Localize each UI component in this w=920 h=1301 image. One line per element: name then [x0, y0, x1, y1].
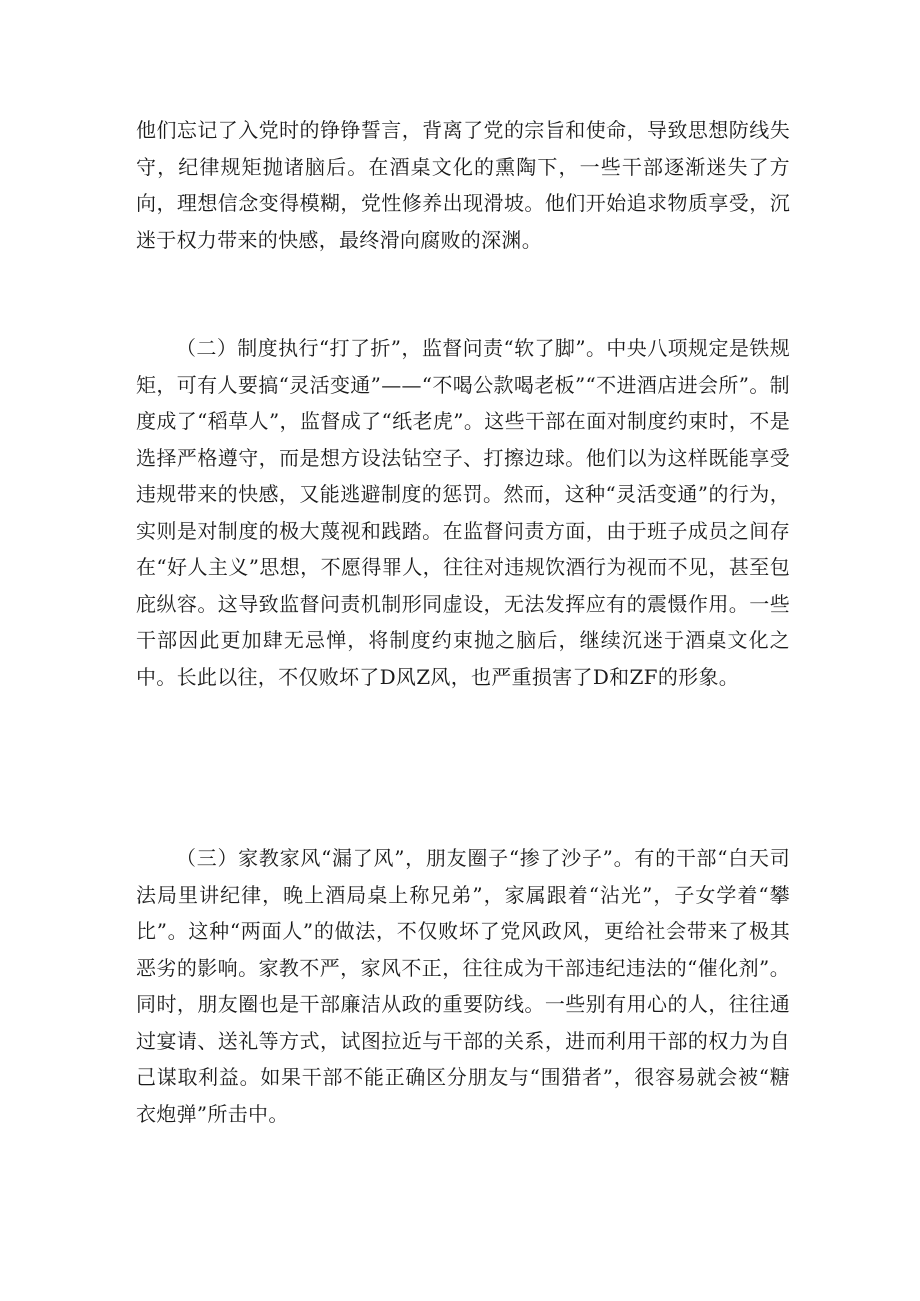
paragraph-2-text: （二）制度执行“打了折”，监督问责“软了脚”。中央八项规定是铁规矩，可有人要搞“灵活变通”——“不喝公款喝老板”“不进酒店进会所”。制度成了“稻草人”，监督成了“纸老虎”。这些干部在面对制度约束时，不是选择严格遵守，而是想方设法钻空子、打擦边球。他们以为这样既能享受违规带来的快感，又能逃避制度的惩罚。然而，这种“灵活变通”的行为，实则是对制度的极大蔑视和践踏。在监督问责方面，由于班子成员之间存在“好人主义”思想，不愿得罪人，往往对违规饮酒行为视而不见，甚至包庇纵容。这导致监督问责机制形同虚设，无法发挥应有的震慑作用。一些干部因此更加肆无忌惮，将制度约束抛之脑后，继续沉迷于酒桌文化之中。长此以往，不仅败坏了D风Z风，也严重损害了D和ZF的形象。	[136, 336, 790, 689]
paragraph-continuation	[136, 112, 790, 258]
paragraph-section-three	[136, 840, 790, 1132]
paragraph-section-two	[136, 330, 790, 695]
paragraph-3-text: （三）家教家风“漏了风”，朋友圈子“掺了沙子”。有的干部“白天司法局里讲纪律，晚上酒局桌上称兄弟”，家属跟着“沾光”，子女学着“攀比”。这种“两面人”的做法，不仅败坏了党风政风，更给社会带来了极其恶劣的影响。家教不严，家风不正，往往成为干部违纪违法的“催化剂”。同时，朋友圈也是干部廉洁从政的重要防线。一些别有用心的人，往往通过宴请、送礼等方式，试图拉近与干部的关系，进而利用干部的权力为自己谋取利益。如果干部不能正确区分朋友与“围猎者”，很容易就会被“糖衣炮弹”所击中。	[136, 846, 790, 1126]
paragraph-1-text: 他们忘记了入党时的铮铮誓言，背离了党的宗旨和使命，导致思想防线失守，纪律规矩抛诸脑后。在酒桌文化的熏陶下，一些干部逐渐迷失了方向，理想信念变得模糊，党性修养出现滑坡。他们开始追求物质享受，沉迷于权力带来的快感，最终滑向腐败的深渊。	[136, 118, 790, 252]
